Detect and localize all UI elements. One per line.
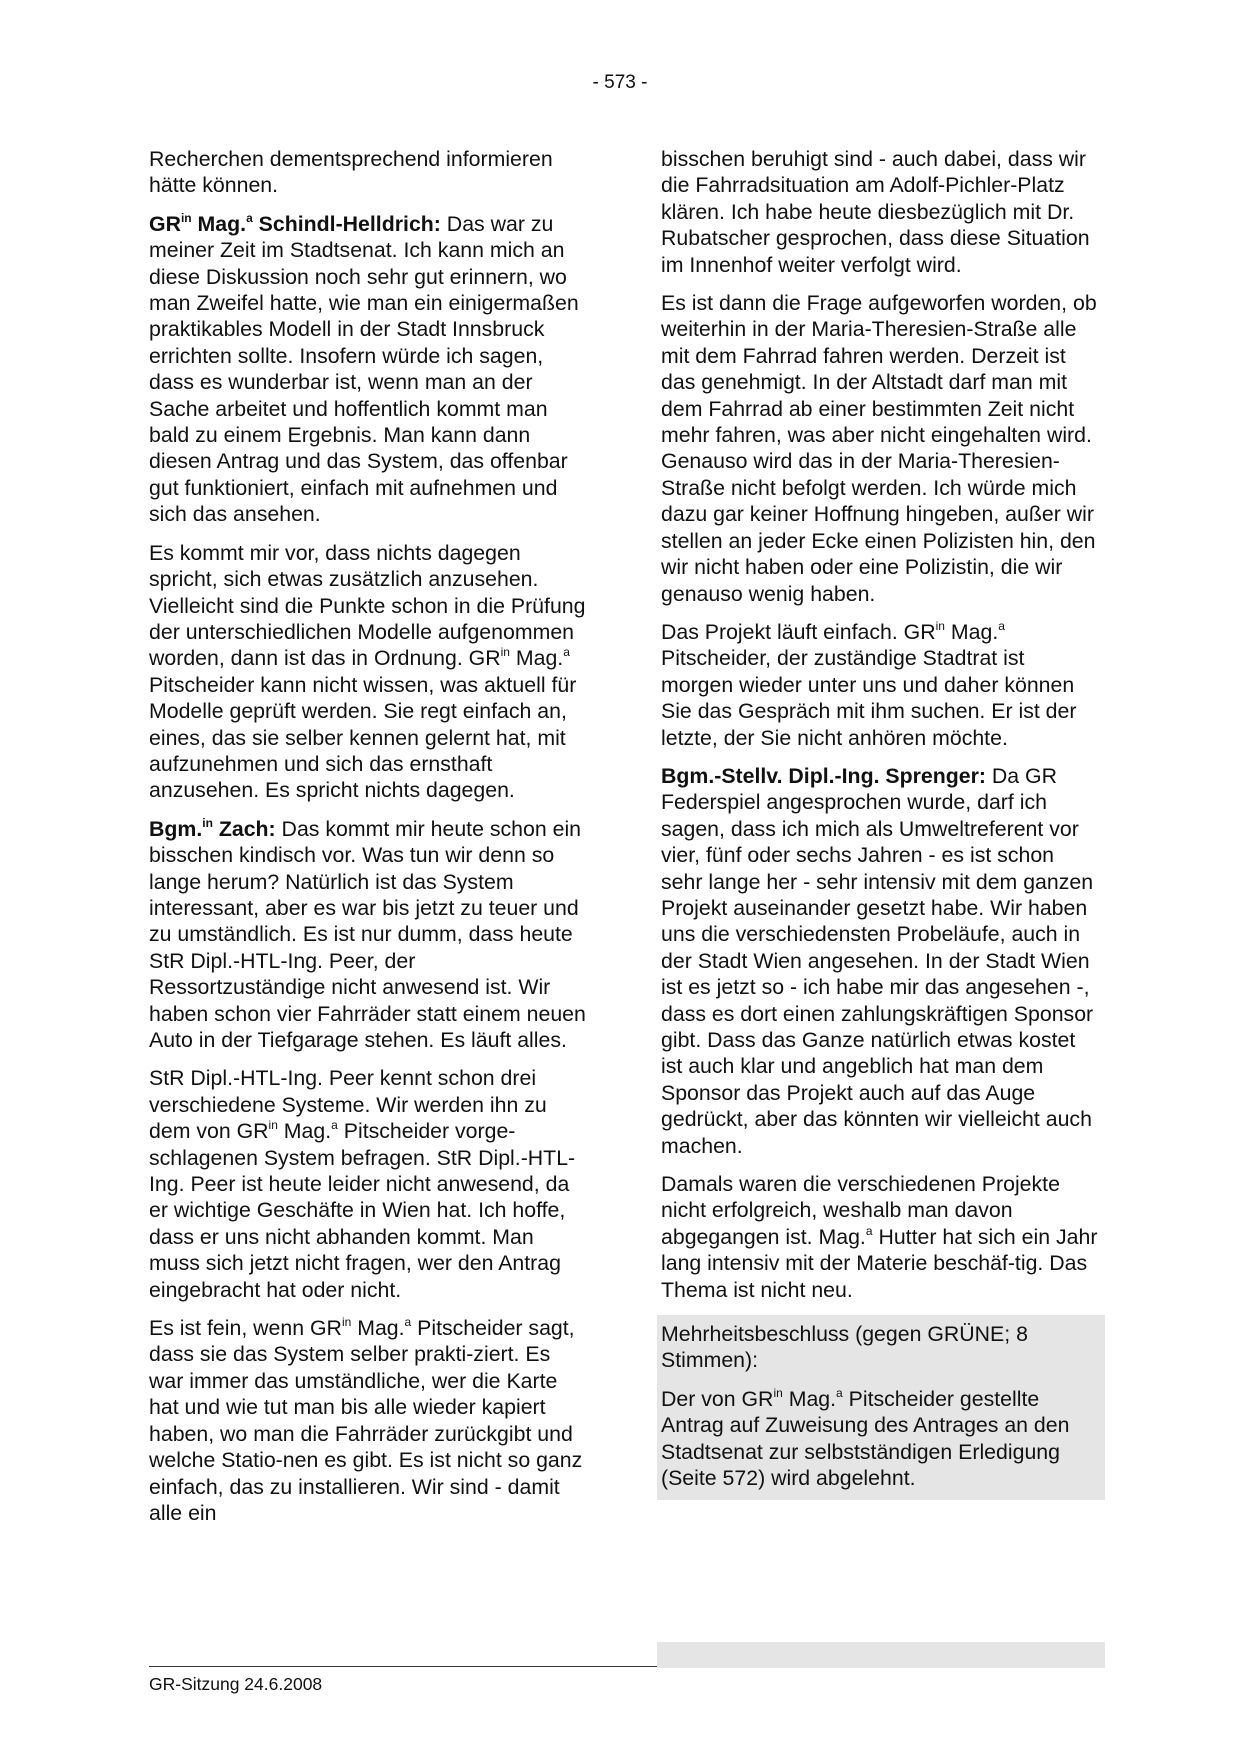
paragraph-text: bisschen beruhigt sind - auch dabei, dass wir die Fahrradsituation am Adolf-Pichler-Platz klären. Ich habe heute diesbezüglich mit Dr. Rubatscher gesprochen, dass diese Situation im Innenhof weiter verfolgt wird. xyxy=(661,147,1090,277)
speaker-name: Bgm.$^{in}$ Zach: xyxy=(149,815,276,841)
paragraph-text: Das kommt mir heute schon ein bisschen kindisch vor. Was tun wir denn so lange herum? Natürlich ist das System interessant, aber es war bis jetzt zu teuer und zu umständlich. Es ist nur dumm, dass heute StR Dipl.-HTL-Ing. Peer, der Ressortzuständige nicht anwesend ist. Wir haben schon vier Fahrräder statt einem neuen Auto in der Tiefgarage stehen. Es läuft alles. xyxy=(149,816,586,1052)
resolution-vote: Mehrheitsbeschluss (gegen GRÜNE; 8 Stimmen): xyxy=(661,1322,1028,1373)
paragraph xyxy=(149,816,589,1054)
paragraph-text: Es ist fein, wenn $GR^{in}$ Mag.$^a$ Pitscheider sagt, dass sie das System selber prakti-ziert. Es war immer das umständliche, wer die Karte hat und wie tut man bis alle wieder kapiert haben, wo man die Fahrräder zurückgibt und welche Statio-nen es gibt. Es ist nicht so ganz einfach, das zu installieren. Wir sind - damit alle ein xyxy=(149,1315,583,1525)
paragraph xyxy=(661,619,1101,751)
paragraph-text: StR Dipl.-HTL-Ing. Peer kennt schon drei verschiedene Systeme. Wir werden ihn zu dem von $GR^{in}$ Mag.$^a$ Pitscheider vorge-schlagenen System befragen. StR Dipl.-HTL-Ing. Peer ist heute leider nicht anwesend, da er wichtige Geschäfte in Wien hat. Ich hoffe, dass er uns nicht abhanden kommt. Man muss sich jetzt nicht fragen, wer den Antrag eingebracht hat oder nicht. xyxy=(149,1066,576,1302)
paragraph-text: Es ist dann die Frage aufgeworfen worden, ob weiterhin in der Maria-Theresien-Straße alle mit dem Fahrrad fahren werden. Derzeit ist das genehmigt. In der Altstadt darf man mit dem Fahrrad ab einer bestimmten Zeit nicht mehr fahren, was aber nicht eingehalten wird. Genauso wird das in der Maria-Theresien-Straße nicht befolgt werden. Ich würde mich dazu gar keiner Hoffnung hingeben, außer wir stellen an jeder Ecke einen Polizisten hin, den wir nicht haben oder eine Polizistin, die wir genauso wenig haben. xyxy=(661,291,1097,606)
paragraph-text: Das Projekt läuft einfach. $GR^{in}$ Mag.$^a$ Pitscheider, der zuständige Stadtrat ist morgen wieder unter uns und daher können Sie das Gespräch mit ihm suchen. Er ist der letzte, der Sie nicht anhören möchte. xyxy=(661,618,1077,750)
speaker-name: $GR^{in}$ Mag.$^a$ Schindl-Helldrich: xyxy=(149,210,441,236)
paragraph-text: Recherchen dementsprechend informieren hätte können. xyxy=(149,147,553,198)
speaker-name: Bgm.-Stellv. Dipl.-Ing. Sprenger: xyxy=(661,763,986,788)
shaded-strip xyxy=(657,1642,1105,1668)
footer-divider xyxy=(149,1666,657,1667)
paragraph xyxy=(149,146,589,199)
paragraph xyxy=(149,1065,589,1303)
resolution-box xyxy=(657,1315,1105,1499)
paragraph xyxy=(149,540,589,804)
right-column xyxy=(661,146,1101,1500)
paragraph-text: Es kommt mir vor, dass nichts dagegen spricht, sich etwas zusätzlich anzusehen. Vielleicht sind die Punkte schon in die Prüfung der unterschiedlichen Modelle aufgenommen worden, dann ist das in Ordnung. $GR^{in}$ Mag.$^a$ Pitscheider kann nicht wissen, was aktuell für Modelle geprüft werden. Sie regt einfach an, eines, das sie selber kennen gelernt hat, mit aufzunehmen und sich das ernsthaft anzusehen. Es spricht nichts dagegen. xyxy=(149,540,586,803)
paragraph xyxy=(149,211,589,528)
paragraph xyxy=(661,290,1101,607)
left-column xyxy=(149,146,589,1538)
paragraph xyxy=(661,1171,1101,1303)
paragraph-text: Da GR Federspiel angesprochen wurde, darf ich sagen, dass ich mich als Umweltreferent vor vier, fünf oder sechs Jahren - es ist schon sehr lange her - sehr intensiv mit dem ganzen Projekt auseinander gesetzt habe. Wir haben uns die verschiedensten Probeläufe, auch in der Stadt Wien angesehen. In der Stadt Wien ist es jetzt so - ich habe mir das angesehen -, dass es dort einen zahlungskräftigen Sponsor gibt. Dass das Ganze natürlich etwas kostet ist auch klar und angeblich hat man dem Sponsor das Projekt auch auf das Auge gedrückt, aber das könnten wir vielleicht auch machen. xyxy=(661,763,1094,1158)
resolution-text: Der von $GR^{in}$ Mag.$^a$ Pitscheider gestellte Antrag auf Zuweisung des Antrages an den Stadtsenat zur selbstständigen Erledigung (Seite 572) wird abgelehnt. xyxy=(661,1385,1070,1491)
paragraph-text: Das war zu meiner Zeit im Stadtsenat. Ich kann mich an diese Diskussion noch sehr gut erinnern, wo man Zweifel hatte, wie man ein einigermaßen praktikables Modell in der Stadt Innsbruck errichten sollte. Insofern würde ich sagen, dass es wunderbar ist, wenn man an der Sache arbeitet und hoffentlich kommt man bald zu einem Ergebnis. Man kann dann diesen Antrag und das System, das offenbar gut funktioniert, einfach mit aufnehmen und sich das ansehen. xyxy=(149,211,579,527)
paragraph-text: Damals waren die verschiedenen Projekte nicht erfolgreich, weshalb man davon abgegangen ist. Mag.$^a$ Hutter hat sich ein Jahr lang intensiv mit der Materie beschäf-tig. Das Thema ist nicht neu. xyxy=(661,1172,1098,1302)
paragraph xyxy=(661,146,1101,278)
page-number: - 573 - xyxy=(592,72,648,93)
footer-session-date: GR-Sitzung 24.6.2008 xyxy=(149,1674,323,1694)
paragraph xyxy=(661,763,1101,1159)
paragraph xyxy=(149,1315,589,1526)
